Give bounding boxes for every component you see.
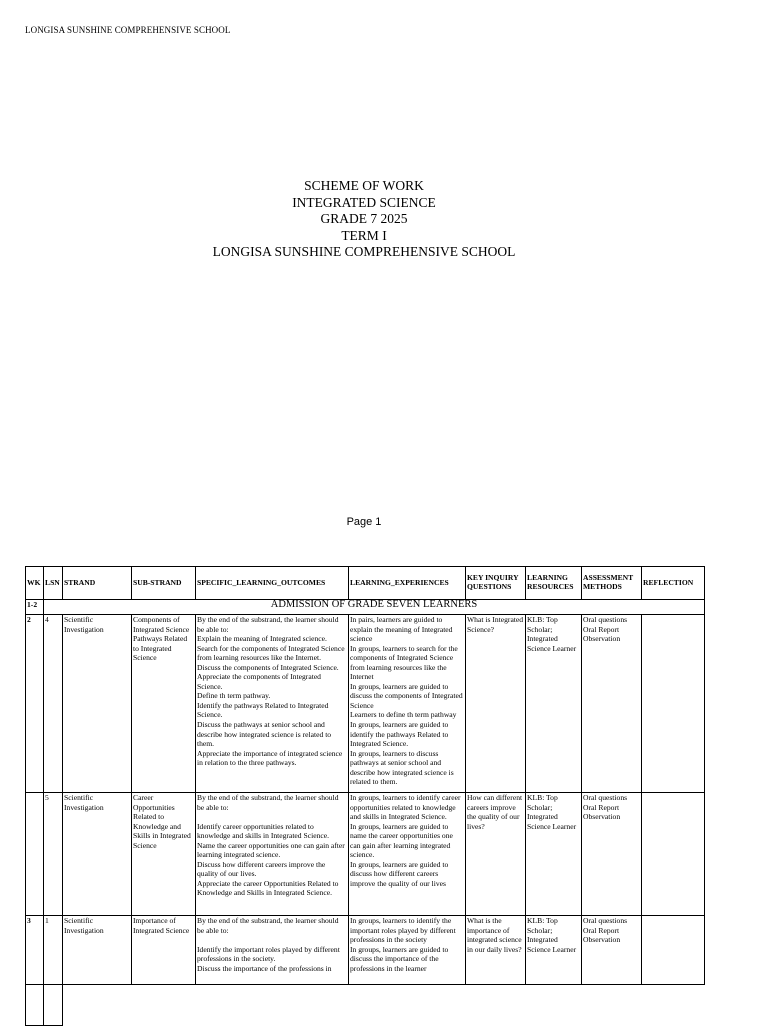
table-row: [26, 615, 705, 793]
lesson-cell: 1: [44, 916, 63, 985]
col-header-outcomes: SPECIFIC_LEARNING_OUTCOMES: [196, 567, 349, 600]
table-header-row: [26, 567, 705, 600]
outcomes-cell: By the end of the substrand, the learner should be able to: Identify the important roles played by different professions in the society. Discuss the importance of the professions in: [196, 916, 349, 985]
school-line: LONGISA SUNSHINE COMPREHENSIVE SCHOOL: [212, 244, 516, 259]
page-number: Page 1: [346, 516, 382, 528]
subject-line: INTEGRATED SCIENCE: [292, 194, 436, 210]
title-line: SCHEME OF WORK: [304, 178, 424, 193]
resources-cell: KLB: Top Scholar; Integrated Science Learner: [526, 916, 582, 985]
sub-strand-cell: Importance of Integrated Science: [132, 916, 196, 985]
lesson-cell: 4: [44, 615, 63, 793]
week-cell: 2: [26, 615, 44, 793]
reflection-cell: [642, 615, 705, 793]
week-cell-continued: [26, 985, 44, 1026]
assessment-cell: Oral questions Oral Report Observation: [582, 916, 642, 985]
resources-cell: KLB: Top Scholar; Integrated Science Learner: [526, 615, 582, 793]
document-header: LONGISA SUNSHINE COMPREHENSIVE SCHOOL: [25, 25, 231, 35]
inquiry-cell: How can different careers improve the quality of our lives?: [466, 793, 526, 916]
admission-banner: ADMISSION OF GRADE SEVEN LEARNERS: [44, 600, 705, 615]
strand-cell: Scientific Investigation: [63, 615, 132, 793]
admission-row: [26, 600, 705, 615]
col-header-lsn: LSN: [44, 567, 63, 600]
week-cell: [26, 793, 44, 916]
outcomes-cell: By the end of the substrand, the learner should be able to: Identify career opportunities related to knowledge and skills in Integrated Science. Name the career opportunities one can gain after learning integrated science. Discuss how different careers improve the quality of our lives. Appreciate the career Opportunities Related to Knowledge and Skills in Integrated Science.: [196, 793, 349, 916]
reflection-cell: [642, 793, 705, 916]
sub-strand-cell: Career Opportunities Related to Knowledge and Skills in Integrated Science: [132, 793, 196, 916]
experiences-cell: In groups, learners to identify the important roles played by different professions in the society In groups, learners are guided to discuss the importance of the professions in the learner: [349, 916, 466, 985]
col-header-wk: WK: [26, 567, 44, 600]
resources-cell: KLB: Top Scholar; Integrated Science Learner: [526, 793, 582, 916]
week-cell: 3: [26, 916, 44, 985]
strand-cell: Scientific Investigation: [63, 916, 132, 985]
table-row: [26, 793, 705, 916]
assessment-cell: Oral questions Oral Report Observation: [582, 793, 642, 916]
col-header-inquiry: KEY INQUIRY QUESTIONS: [466, 567, 526, 600]
title-block: [0, 178, 728, 261]
col-header-resources: LEARNING RESOURCES: [526, 567, 582, 600]
table-row-continued: [26, 985, 705, 1026]
inquiry-cell: What is Integrated Science?: [466, 615, 526, 793]
col-header-sub-strand: SUB-STRAND: [132, 567, 196, 600]
experiences-cell: In groups, learners to identify career opportunities related to knowledge and skills in Integrated Science. In groups, learners are guided to name the career opportunities one can gain after learning integrated science. In groups, learners are guided to discuss how different careers improve the quality of our lives: [349, 793, 466, 916]
inquiry-cell: What is the importance of integrated science in our daily lives?: [466, 916, 526, 985]
grade-line: GRADE 7 2025: [320, 211, 408, 226]
empty-continuation: [63, 985, 705, 1026]
lesson-cell-continued: [44, 985, 63, 1026]
col-header-reflection: REFLECTION: [642, 567, 705, 600]
experiences-cell: In pairs, learners are guided to explain the meaning of Integrated science In groups, learners to search for the components of Integrated Science from learning resources like the Internet In groups, learners are guided to discuss the components of Integrated Science Learners to define th term pathway In groups, learners are guided to identify the pathways Related to Integrated Science. In groups, learners to discuss pathways at senior school and describe how integrated science is related to them.: [349, 615, 466, 793]
strand-cell: Scientific Investigation: [63, 793, 132, 916]
lesson-cell: 5: [44, 793, 63, 916]
outcomes-cell: By the end of the substrand, the learner should be able to: Explain the meaning of Integrated science. Search for the components of Integrated Science from learning resources like the Internet. Discuss the components of Integrated Science. Appreciate the components of Integrated Science. Define th term pathway. Identify the pathways Related to Integrated Science. Discuss the pathways at senior school and describe how integrated science is related to them. Appreciate the importance of integrated science in relation to the three pathways.: [196, 615, 349, 793]
scheme-of-work-table: [25, 566, 705, 1026]
sub-strand-cell: Components of Integrated Science Pathways Related to Integrated Science: [132, 615, 196, 793]
week-cell: 1-2: [26, 600, 44, 615]
term-line: TERM I: [341, 227, 387, 243]
table-row: [26, 916, 705, 985]
col-header-experiences: LEARNING_EXPERIENCES: [349, 567, 466, 600]
col-header-assessment: ASSESSMENT METHODS: [582, 567, 642, 600]
col-header-strand: STRAND: [63, 567, 132, 600]
assessment-cell: Oral questions Oral Report Observation: [582, 615, 642, 793]
reflection-cell: [642, 916, 705, 985]
